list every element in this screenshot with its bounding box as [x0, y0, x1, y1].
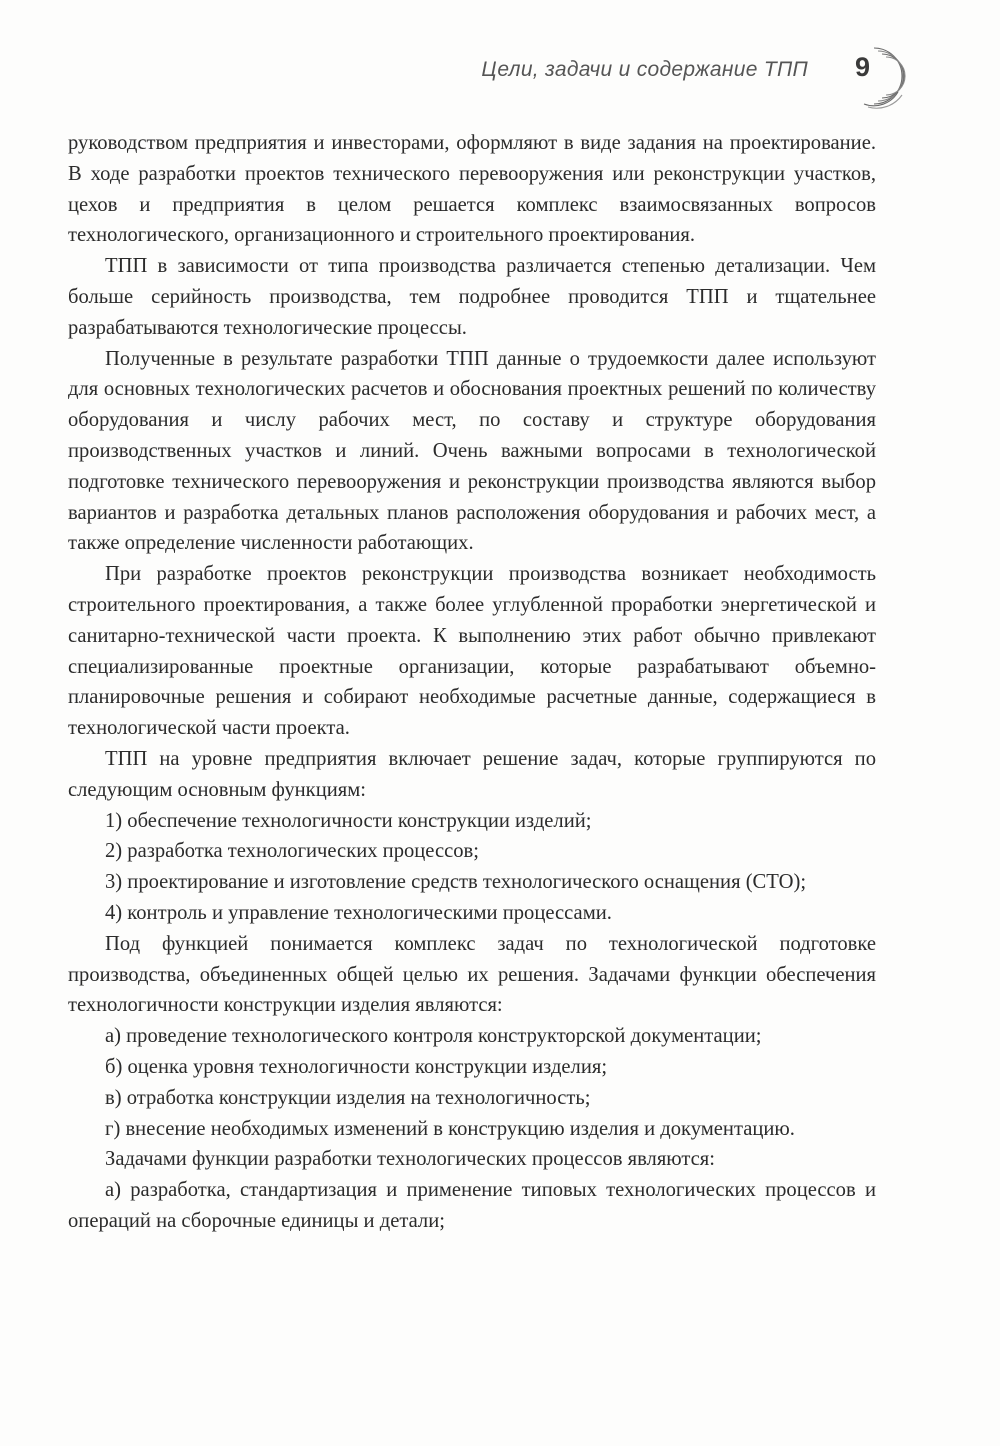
list-item: б) оценка уровня технологичности конструкции изделия;: [105, 1055, 608, 1078]
paragraph: Задачами функции разработки технологических процессов являются:: [105, 1148, 715, 1171]
paragraph: ТПП на уровне предприятия включает решение задач, которые группируются по следующим основным функциям:: [68, 747, 876, 801]
page-number-arcs-ornament: [838, 40, 910, 112]
list-item: а) разработка, стандартизация и применение типовых технологических процессов и операций на сборочные единицы и детали;: [68, 1179, 876, 1232]
paragraph: Под функцией понимается комплекс задач по технологической подготовке производства, объединенных общей целью их решения. Задачами функции обеспечения технологичности конструкции изделия являются:: [68, 932, 876, 1017]
paragraph: Полученные в результате разработки ТПП данные о трудоемкости далее используют для основных технологических расчетов и обоснования проектных решений по количеству оборудования и числу рабочих мест, по составу и структуре оборудования производственных участков и линий. Очень важными вопросами в технологической подготовке технического перевооружения и реконструкции производства являются выбор вариантов и разработка детальных планов расположения оборудования и рабочих мест, а также определение численности работающих.: [68, 347, 876, 555]
list-item: 4) контроль и управление технологическими процессами.: [105, 901, 612, 924]
body-text: [68, 128, 876, 1237]
paragraph-continued: руководством предприятия и инвесторами, оформляют в виде задания на проектирование. В ходе разработки проектов технического перевооружения или реконструкции участков, цехов и предприятия в целом решается комплекс взаимосвязанных вопросов технологического, организационного и строительного проектирования.: [68, 132, 876, 247]
running-header: Цели, задачи и содержание ТПП: [481, 58, 808, 81]
list-item: в) отработка конструкции изделия на технологичность;: [105, 1086, 591, 1109]
list-item: 2) разработка технологических процессов;: [105, 840, 479, 863]
list-item: г) внесение необходимых изменений в конструкцию изделия и документацию.: [105, 1117, 795, 1140]
list-item: а) проведение технологического контроля конструкторской документации;: [105, 1025, 762, 1048]
paragraph: При разработке проектов реконструкции производства возникает необходимость строительного проектирования, а также более углубленной проработки энергетической и санитарно-технической части проекта. К выполнению этих работ обычно привлекают специализированные проектные организации, которые разрабатывают объемно-планировочные решения и собирают необходимые расчетные данные, содержащиеся в технологической части проекта.: [68, 563, 876, 740]
page-number: 9: [855, 52, 871, 82]
list-item: 1) обеспечение технологичности конструкции изделий;: [105, 809, 592, 832]
list-item: 3) проектирование и изготовление средств технологического оснащения (СТО);: [105, 871, 807, 894]
paragraph: ТПП в зависимости от типа производства различается степенью детализации. Чем больше серийность производства, тем подробнее проводится ТПП и тщательнее разрабатываются технологические процессы.: [68, 255, 876, 339]
